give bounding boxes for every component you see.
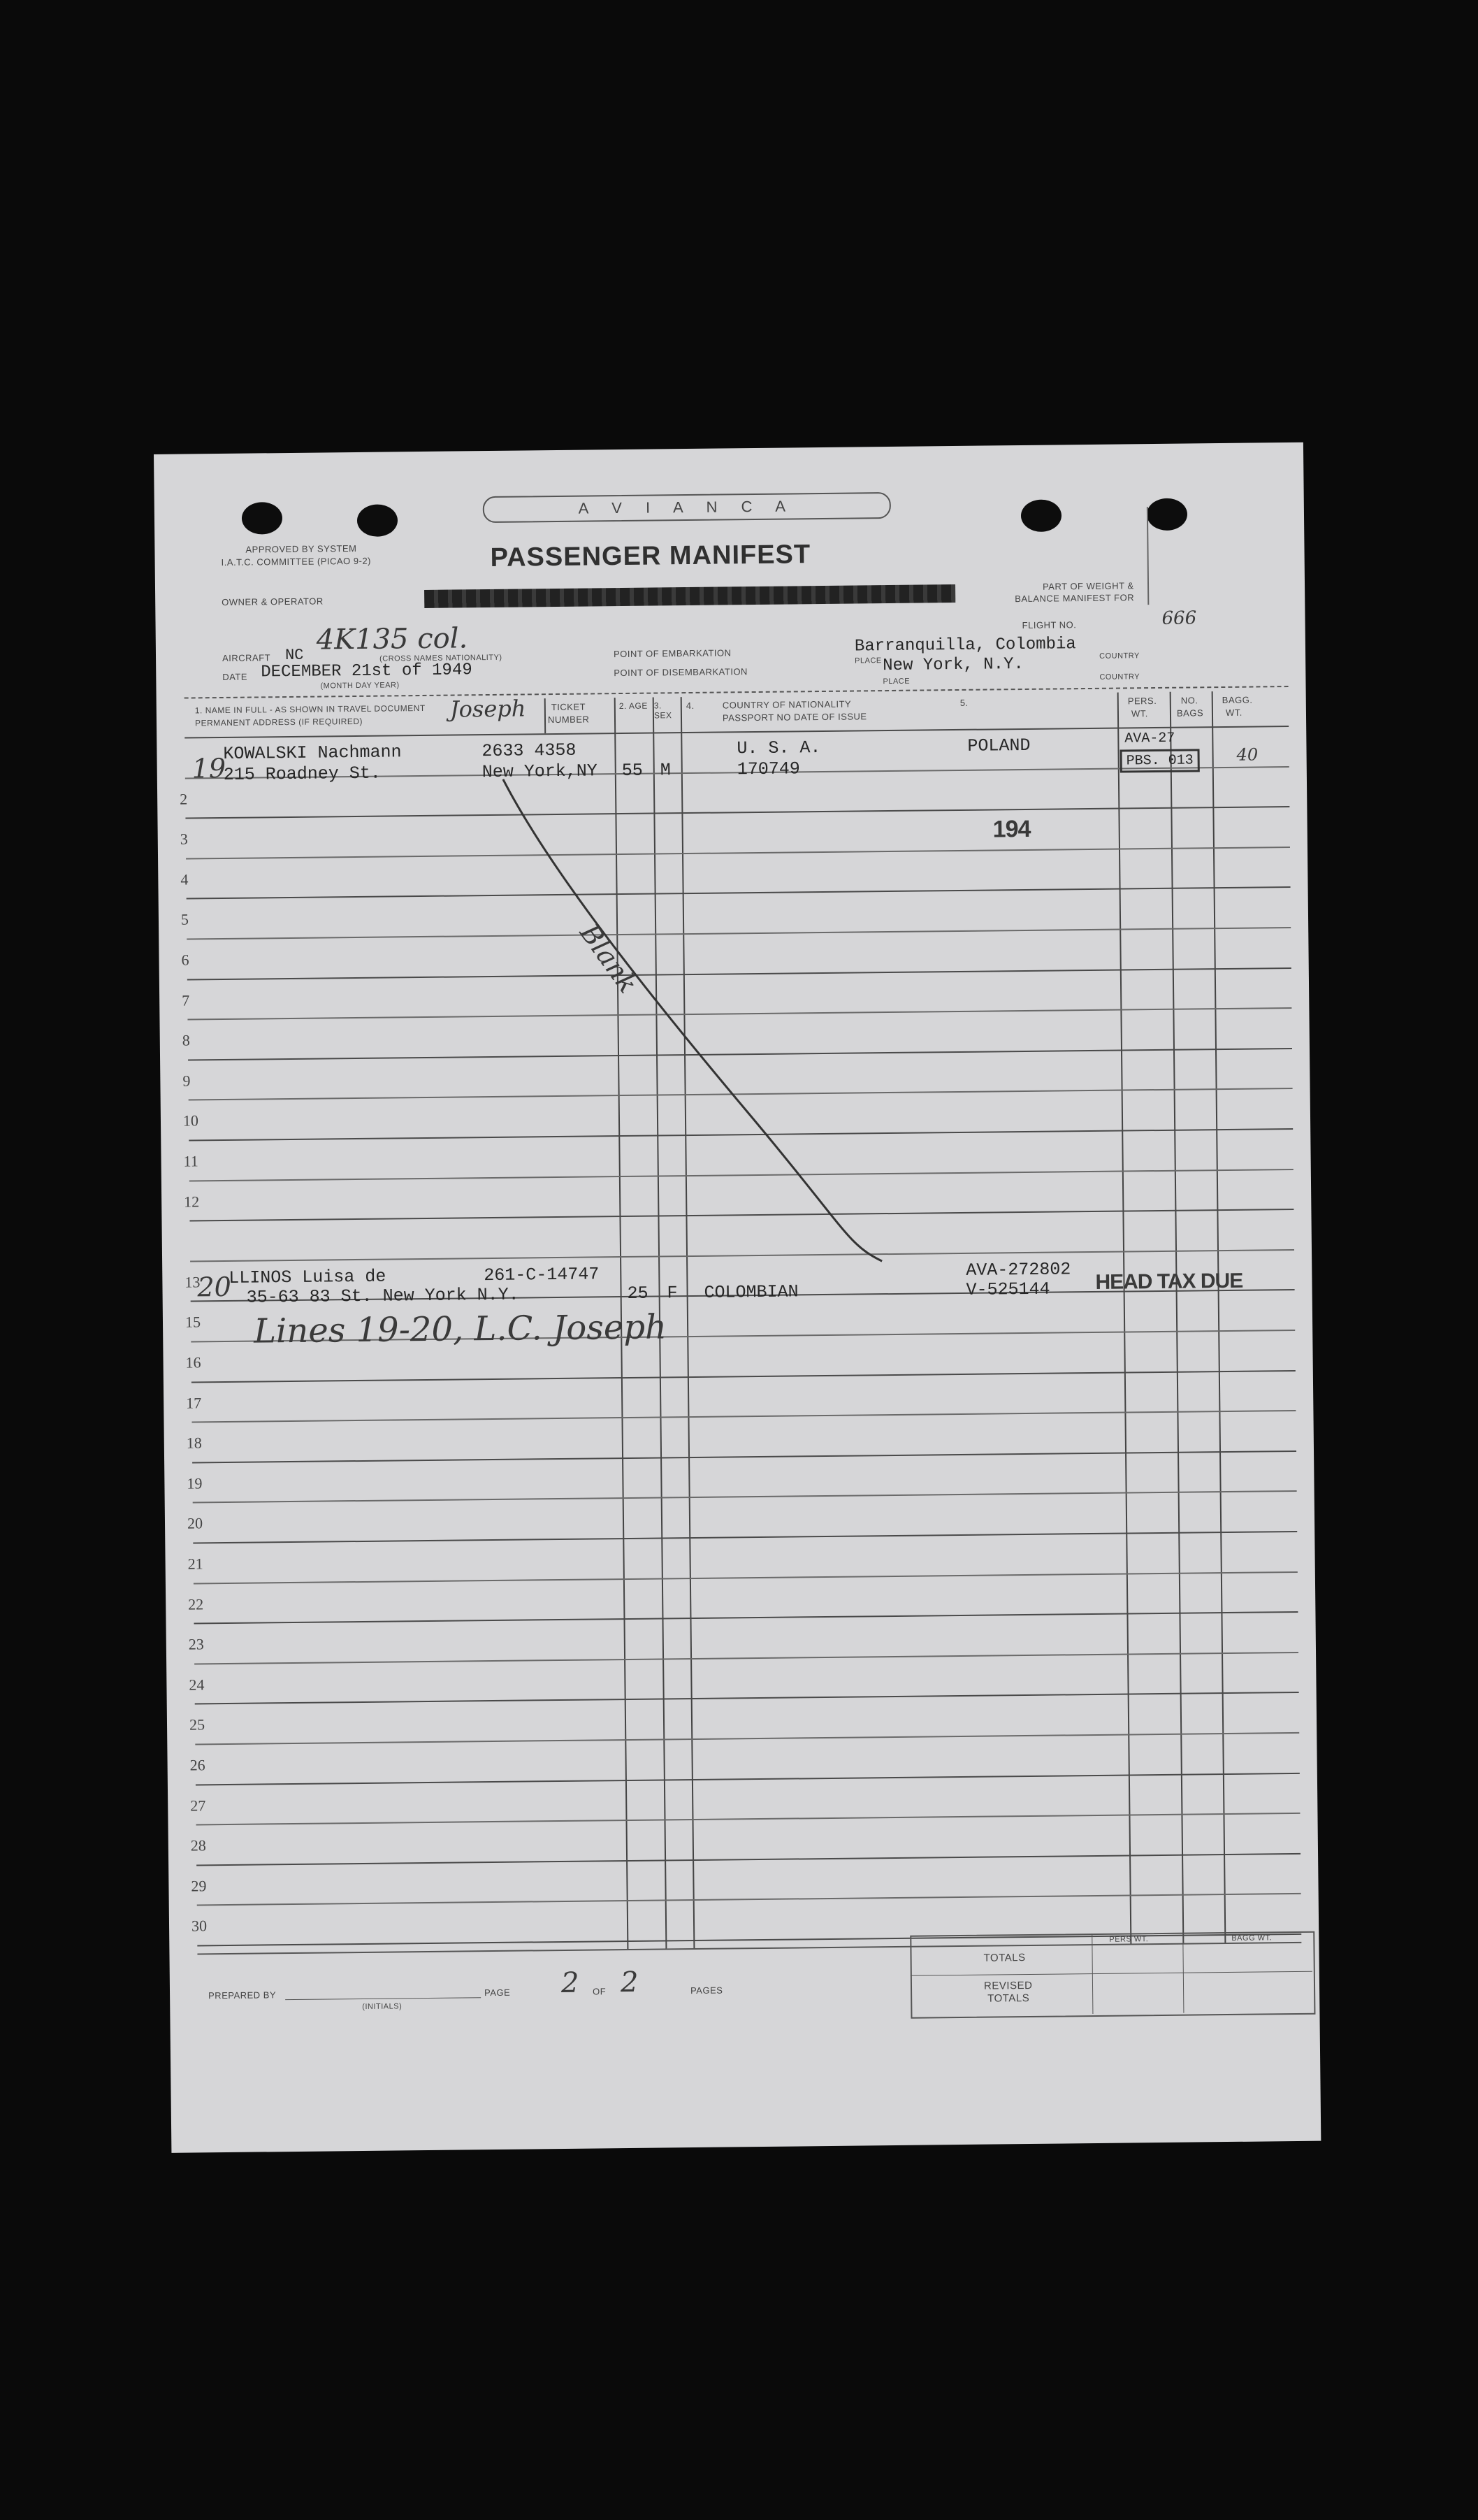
handwritten-lines-note: Lines 19-20, L.C. Joseph <box>253 1307 667 1351</box>
weight-balance-label-1: PART OF WEIGHT & <box>1042 580 1134 592</box>
row-19-line-number: 19 <box>191 752 226 784</box>
line-number: 29 <box>191 1877 207 1895</box>
page-value: 2 <box>560 1966 579 2000</box>
airline-badge: A V I A N C A <box>483 492 891 523</box>
line-number: 30 <box>191 1917 208 1935</box>
approved-line-1: APPROVED BY SYSTEM <box>245 542 357 555</box>
country-label-1: COUNTRY <box>1099 651 1140 661</box>
line-number: 21 <box>187 1555 203 1573</box>
passenger-1-col5: POLAND <box>967 735 1031 756</box>
col-age-header: 2. AGE <box>618 700 648 712</box>
passenger-2-nationality: COLOMBIAN <box>704 1281 799 1303</box>
col5-header: 5. <box>959 697 969 708</box>
col1-header-2: PERMANENT ADDRESS (IF REQUIRED) <box>194 716 363 728</box>
line-number: 4 <box>180 870 189 888</box>
line-number: 5 <box>180 910 189 929</box>
date-value: DECEMBER 21st of 1949 <box>261 661 472 682</box>
passenger-1-bagg-wt: 40 <box>1236 744 1259 765</box>
passenger-2-sex: F <box>667 1283 678 1304</box>
passenger-2-col5-line2: V-525144 <box>966 1279 1050 1300</box>
of-label: OF <box>592 1986 607 1997</box>
revised-label-1: REVISED <box>983 1979 1033 1992</box>
col7-header-2: BAGS <box>1176 707 1204 719</box>
embark-label: POINT OF EMBARKATION <box>613 647 732 660</box>
line-number: 15 <box>184 1313 201 1331</box>
place-label-2: PLACE <box>883 677 911 686</box>
aircraft-handwritten: 4K135 col. <box>316 622 468 656</box>
page-stamp-194: 194 <box>992 815 1031 843</box>
passenger-1-pers-wt: AVA-27 <box>1124 730 1175 747</box>
flight-no-label: FLIGHT NO. <box>1022 619 1077 631</box>
line-number: 26 <box>189 1756 205 1774</box>
passenger-2-age: 25 <box>627 1283 649 1304</box>
line-number: 10 <box>182 1111 199 1130</box>
passenger-1-sex: M <box>660 760 671 781</box>
owner-label: OWNER & OPERATOR <box>222 596 324 607</box>
passenger-1-ticket-line2: New York,NY <box>481 761 597 783</box>
col6-header-1: PERS. <box>1127 695 1157 707</box>
col1-header-1: 1. NAME IN FULL - AS SHOWN IN TRAVEL DOCUMENT <box>194 703 426 716</box>
line-number: 2 <box>180 790 188 808</box>
passenger-1-address: 215 Roadney St. <box>223 763 381 785</box>
passenger-1-ticket: 2633 4358 <box>481 740 577 762</box>
place-label: PLACE <box>855 656 882 665</box>
line-number: 22 <box>188 1594 204 1613</box>
passenger-1-name: KOWALSKI Nachmann <box>223 742 402 764</box>
line-number: 8 <box>182 1031 190 1049</box>
line-number: 24 <box>189 1676 205 1694</box>
totals-bagg-wt-label: BAGG WT. <box>1231 1934 1273 1943</box>
totals-pers-wt-label: PERS WT. <box>1109 1935 1149 1944</box>
line-number: 23 <box>188 1635 204 1653</box>
line-number: 17 <box>186 1393 202 1412</box>
passenger-1-bags: PBS. 013 <box>1120 749 1200 772</box>
aircraft-value: NC <box>284 646 304 665</box>
col4-header-2: PASSPORT NO DATE OF ISSUE <box>722 711 867 723</box>
line-number: 3 <box>180 830 188 848</box>
passenger-1-passport: 170749 <box>737 758 800 780</box>
line-number: 25 <box>189 1715 205 1734</box>
totals-label: TOTALS <box>983 1952 1026 1964</box>
col6-header-2: WT. <box>1131 708 1148 719</box>
col-ticket-header-2: NUMBER <box>547 714 590 726</box>
line-number: 11 <box>183 1152 198 1170</box>
passenger-1-age: 55 <box>621 760 643 782</box>
page-title: PASSENGER MANIFEST <box>490 540 811 573</box>
passenger-2-col5-line1: AVA-272802 <box>966 1259 1071 1281</box>
initials-label: (INITIALS) <box>362 2002 403 2011</box>
line-number: 7 <box>182 991 190 1009</box>
passenger-2-name: LLINOS Luisa de <box>229 1266 386 1288</box>
line-number: 28 <box>190 1836 206 1855</box>
line-number: 18 <box>186 1434 202 1452</box>
col-sex-header: 3. SEX <box>653 700 672 721</box>
date-sublabels: (MONTH DAY YEAR) <box>320 681 400 691</box>
flight-no-value: 666 <box>1161 607 1197 629</box>
line-number: 12 <box>184 1192 200 1211</box>
date-label: DATE <box>222 671 248 682</box>
line-number: 6 <box>181 951 189 969</box>
passenger-1-nationality: U. S. A. <box>737 737 821 759</box>
country-label-2: COUNTRY <box>1099 672 1140 682</box>
blank-mark: Blank <box>574 918 644 999</box>
manifest-sheet <box>154 442 1321 2153</box>
names-nationality-note: (CROSS NAMES NATIONALITY) <box>379 653 502 663</box>
col4-header-1: COUNTRY OF NATIONALITY <box>722 698 852 711</box>
embark-value: Barranquilla, Colombia <box>854 635 1076 656</box>
pages-value: 2 <box>620 1966 639 1999</box>
line-number: 19 <box>187 1474 203 1492</box>
row-20-line-number: 20 <box>197 1271 232 1303</box>
col8-header-1: BAGG. <box>1222 694 1253 706</box>
col4-number: 4. <box>686 700 695 712</box>
aircraft-label: AIRCRAFT <box>222 652 271 663</box>
signature-header: Joseph <box>449 695 526 723</box>
weight-balance-label-2: BALANCE MANIFEST FOR <box>1015 592 1135 605</box>
pages-label: PAGES <box>690 1985 723 1996</box>
line-number: 13 <box>184 1273 201 1291</box>
approved-line-2: I.A.T.C. COMMITTEE (PICAO 9-2) <box>221 555 372 568</box>
page-label: PAGE <box>484 1987 511 1999</box>
disembark-value: New York, N.Y. <box>883 654 1024 676</box>
col-ticket-header-1: TICKET <box>551 701 586 713</box>
revised-label-2: TOTALS <box>987 1992 1030 2005</box>
line-number: 9 <box>182 1072 191 1090</box>
line-number: 20 <box>187 1514 203 1532</box>
disembark-label: POINT OF DISEMBARKATION <box>614 666 748 679</box>
prepared-by-label: PREPARED BY <box>208 1989 277 2001</box>
col7-header-1: NO. <box>1180 695 1198 706</box>
line-number: 27 <box>190 1796 206 1815</box>
line-number: 16 <box>185 1353 201 1371</box>
passenger-2-address: 35-63 83 St. New York N.Y. <box>246 1284 519 1308</box>
passenger-2-ticket: 261-C-14747 <box>484 1264 600 1286</box>
col8-header-2: WT. <box>1225 707 1242 718</box>
head-tax-due-stamp: HEAD TAX DUE <box>1095 1269 1243 1294</box>
